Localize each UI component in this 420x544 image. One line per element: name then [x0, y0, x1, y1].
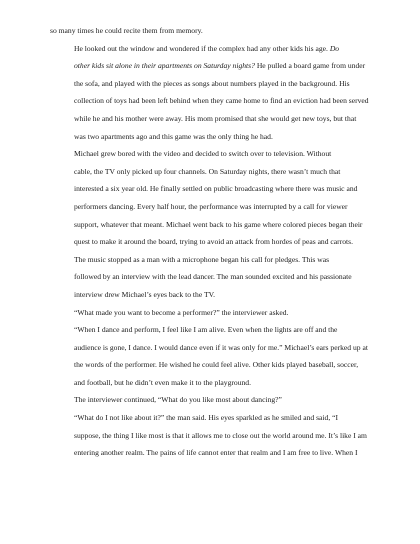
text-line — [50, 409, 378, 427]
text-line — [50, 339, 378, 357]
text-segment: followed by an interview with the lead dancer. The man sounded excited and his passionate — [74, 272, 352, 282]
text-line — [50, 110, 378, 128]
text-segment: Michael grew bored with the video and decided to switch over to television. Without — [74, 149, 332, 159]
text-line — [50, 216, 378, 234]
paragraph — [50, 22, 378, 40]
text-line — [50, 427, 378, 445]
italic-text: other kids sit alone in their apartments on Saturday nights? — [74, 61, 255, 71]
paragraph — [50, 321, 378, 391]
text-segment: so many times he could recite them from memory. — [50, 26, 203, 35]
text-line — [50, 251, 378, 269]
text-segment: “When I dance and perform, I feel like I am alive. Even when the lights are off and the — [74, 325, 338, 335]
italic-text: Do — [329, 43, 340, 53]
text-segment: support, whatever that meant. Michael went back to his game where colored pieces began their — [74, 219, 363, 229]
text-line — [50, 198, 378, 216]
text-line — [50, 304, 378, 322]
paragraph — [50, 251, 378, 304]
text-segment: “What made you want to become a performer?” the interviewer asked. — [74, 307, 289, 317]
text-line — [50, 128, 378, 146]
text-segment: the words of the performer. He wished he could feel alive. Other kids played baseball, soccer, — [74, 360, 359, 370]
paragraph — [50, 145, 378, 251]
story-text — [50, 22, 378, 462]
text-segment: and football, but he didn’t even make it to the playground. — [74, 377, 252, 387]
text-segment: suppose, the thing I like most is that it allows me to close out the world around me. It’s like I am — [74, 430, 367, 440]
paragraph — [50, 409, 378, 462]
text-segment: while he and his mother were away. His mom promised that she would get new toys, but that — [74, 113, 357, 123]
text-segment: “What do I not like about it?” the man said. His eyes sparkled as he smiled and said, “I — [74, 413, 339, 423]
text-segment: The music stopped as a man with a microphone began his call for pledges. This was — [74, 254, 330, 264]
text-segment: He looked out the window and wondered if the complex had any other kids his age. — [74, 43, 330, 53]
text-line — [50, 356, 378, 374]
text-line — [50, 22, 378, 40]
text-line — [50, 374, 378, 392]
text-line — [50, 391, 378, 409]
text-segment: interview drew Michael’s eyes back to the TV. — [74, 289, 216, 299]
text-line — [50, 286, 378, 304]
paragraph — [50, 391, 378, 409]
text-line — [50, 75, 378, 93]
text-line — [50, 57, 378, 75]
text-segment: He pulled a board game from under — [254, 61, 366, 71]
text-line — [50, 40, 378, 58]
text-line — [50, 321, 378, 339]
text-segment: audience is gone, I dance. I would dance even if it was only for me.” Michael’s ears perked up at — [74, 342, 368, 352]
paragraph — [50, 40, 378, 146]
text-segment: interested a six year old. He finally settled on public broadcasting where there was music and — [74, 184, 358, 194]
text-line — [50, 233, 378, 251]
text-segment: cable, the TV only picked up four channels. On Saturday nights, there wasn’t much that — [74, 166, 341, 176]
text-segment: collection of toys had been left behind when they came home to find an eviction had been served — [74, 96, 369, 106]
text-segment: The interviewer continued, “What do you like most about dancing?” — [74, 395, 282, 405]
text-segment: performers dancing. Every half hour, the performance was interrupted by a call for viewer — [74, 201, 348, 211]
text-line — [50, 92, 378, 110]
text-line — [50, 145, 378, 163]
text-line — [50, 268, 378, 286]
paragraph — [50, 304, 378, 322]
text-line — [50, 180, 378, 198]
text-segment: quest to make it around the board, trying to avoid an attack from hordes of peas and carrots. — [74, 237, 353, 247]
text-line — [50, 163, 378, 181]
text-line — [50, 444, 378, 462]
text-segment: entering another realm. The pains of life cannot enter that realm and I am free to live. When I — [74, 448, 358, 458]
text-segment: was two apartments ago and this game was the only thing he had. — [74, 131, 273, 141]
text-segment: the sofa, and played with the pieces as songs about numbers played in the background. His — [74, 78, 350, 88]
